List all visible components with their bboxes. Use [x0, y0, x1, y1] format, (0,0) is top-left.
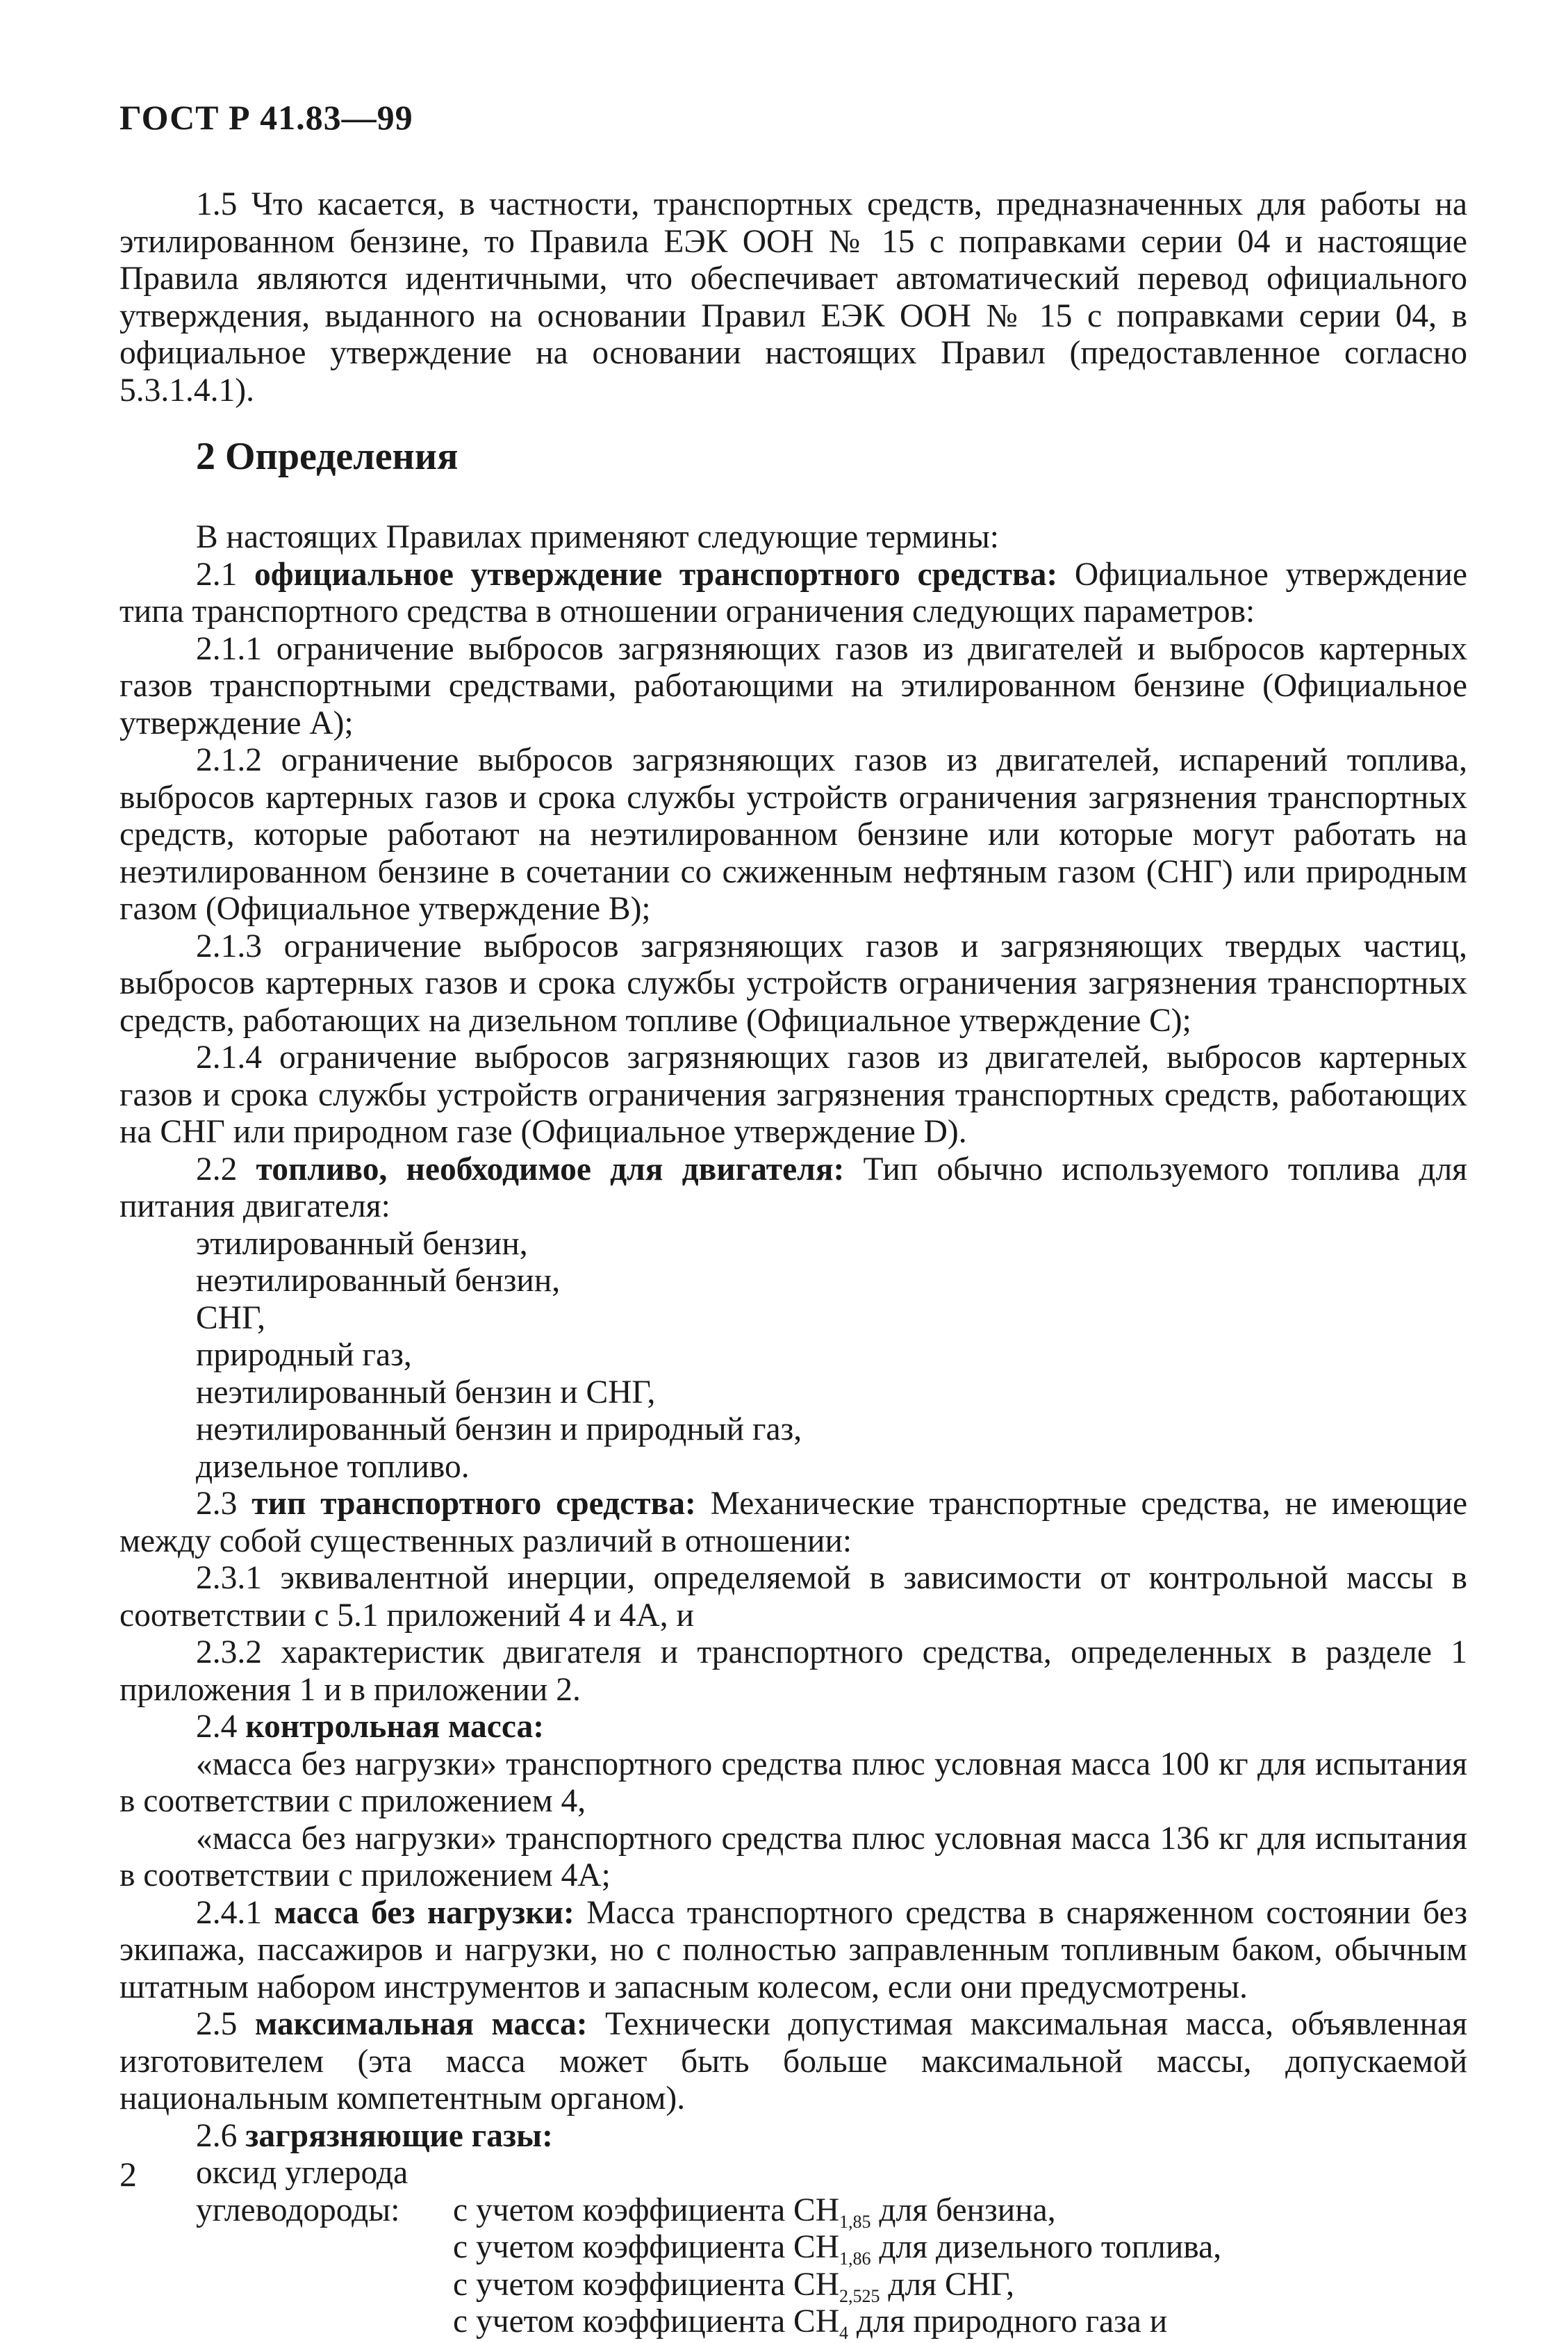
list-item: неэтилированный бензин и природный газ,: [196, 1411, 802, 1447]
paragraph-2-3-2: 2.3.2 характеристик двигателя и транспортного средства, определенных в разделе 1 приложения 1 и в приложении 2.: [119, 1634, 1467, 1708]
paragraph-2-4: [119, 1709, 1467, 1746]
paragraph-2-1-1: 2.1.1 ограничение выбросов загрязняющих газов из двигателей и выбросов картерных газов транспортными средствами, работающими на этилированном бензине (Официальное утверждение А);: [119, 630, 1467, 741]
paragraph-2-4-b: «масса без нагрузки» транспортного средства плюс условная масса 136 кг для испытания в соответствии с приложением 4А;: [119, 1820, 1467, 1893]
document-header-code: ГОСТ Р 41.83—99: [119, 98, 413, 137]
fuel-list: [119, 1226, 1467, 1486]
coefficient-text: с учетом коэффициента $CH_{2,525}$ для СНГ,: [453, 2266, 1014, 2306]
list-item: дизельное топливо.: [196, 1448, 470, 1485]
definition: Официальное утверждение типа транспортного средства в отношении ограничения следующих параметров:: [119, 556, 1468, 630]
paragraph-2-3-1: 2.3.1 эквивалентной инерции, определяемой в зависимости от контрольной массы в соответствии с 5.1 приложений 4 и 4А, и: [119, 1560, 1467, 1634]
paragraph-2-6: [119, 2118, 1467, 2155]
list-item: неэтилированный бензин и СНГ,: [196, 1374, 656, 1411]
paragraph-2-1-3: 2.1.3 ограничение выбросов загрязняющих газов и загрязняющих твердых частиц, выбросов картерных газов и срока службы устройств ограничения загрязнения транспортных средств, работающих на дизельном топливе (Официальное утверждение С);: [119, 928, 1467, 1039]
list-item: СНГ,: [196, 1299, 265, 1336]
pollutant-row: [119, 2229, 1467, 2267]
clause-number: 2.3: [196, 1486, 238, 1522]
clause-number: 2.2: [196, 1151, 238, 1187]
pollutant-co: оксид углерода: [196, 2155, 408, 2191]
paragraph-2-2: [119, 1151, 1467, 1226]
paragraph-2-1-4: 2.1.4 ограничение выбросов загрязняющих газов из двигателей, выбросов картерных газов и срока службы устройств ограничения загрязнения транспортных средств, работающих на СНГ или природном газе (Официальное утверждение D).: [119, 1039, 1467, 1150]
pollutant-row: [119, 2192, 1467, 2230]
pollutant-row: [119, 2267, 1467, 2304]
paragraph-2-1-2: 2.1.2 ограничение выбросов загрязняющих газов из двигателей, испарений топлива, выбросов картерных газов и срока службы устройств ограничения загрязнения транспортных средств, которые работают на неэтилированном бензине или которые могут работать на неэтилированном бензине в сочетании со сжиженным нефтяным газом (СНГ) или природным газом (Официальное утверждение В);: [119, 742, 1467, 927]
pollutant-row: [119, 2303, 1467, 2341]
paragraph-2-4-1: [119, 1895, 1467, 2007]
definition: Технически допустимая максимальная масса, объявленная изготовителем (эта масса может быть больше максимальной массы, допускаемой национальным компетентным органом).: [119, 2006, 1468, 2116]
clause-number: 2.5: [196, 2006, 238, 2042]
definition: Масса транспортного средства в снаряженном состоянии без экипажа, пассажиров и нагрузки, но с полностью заправленным топливным баком, обычным штатным набором инструментов и запасным колесом, если они предусмотрены.: [119, 1894, 1467, 2005]
term: максимальная масса:: [254, 2006, 588, 2042]
list-item: природный газ,: [196, 1337, 412, 1373]
paragraph-2-3: [119, 1486, 1467, 1560]
term: загрязняющие газы:: [245, 2117, 553, 2154]
term: топливо, необходимое для двигателя:: [256, 1151, 845, 1187]
paragraph-2-4-a: «масса без нагрузки» транспортного средства плюс условная масса 100 кг для испытания в соответствии с приложением 4,: [119, 1745, 1467, 1819]
term: официальное утверждение транспортного средства:: [254, 556, 1058, 593]
paragraph-2-1: [119, 557, 1467, 631]
clause-number: 2.4.1: [196, 1894, 262, 1931]
pollutant-row: [119, 2155, 1467, 2192]
section-intro: В настоящих Правилах применяют следующие термины:: [196, 519, 999, 555]
term: масса без нагрузки:: [274, 1894, 575, 1931]
pollutant-hc-label: углеводороды:: [196, 2192, 400, 2228]
term: тип транспортного средства:: [251, 1486, 696, 1522]
definition: Механические транспортные средства, не имеющие между собой существенных различий в отношении:: [119, 1486, 1468, 1559]
document-body: [119, 186, 1467, 2341]
section-heading: 2 Определения: [196, 435, 459, 478]
paragraph-1-5: 1.5 Что касается, в частности, транспортных средств, предназначенных для работы на этилированном бензине, то Правила ЕЭК ООН № 15 с поправками серии 04 и настоящие Правила являются идентичными, что обеспечивает автоматический перевод официального утверждения, выданного на основании Правил ЕЭК ООН № 15 с поправками серии 04, в официальное утверждение на основании настоящих Правил (предоставленное согласно 5.3.1.4.1).: [119, 186, 1467, 409]
coefficient-text: с учетом коэффициента $CH_{1,85}$ для бензина,: [453, 2192, 1056, 2232]
pollutants-list: [119, 2155, 1467, 2341]
list-item: этилированный бензин,: [196, 1225, 528, 1262]
clause-number: 2.1: [196, 556, 238, 593]
clause-number: 2.6: [196, 2117, 238, 2154]
paragraph-2-5: [119, 2006, 1467, 2118]
clause-number: 2.4: [196, 1709, 238, 1745]
coefficient-text: с учетом коэффициента $CH_{1,86}$ для дизельного топлива,: [453, 2229, 1222, 2269]
page-number: 2: [119, 2155, 137, 2194]
coefficient-text: с учетом коэффициента $CH_4$ для природного газа и: [453, 2303, 1168, 2343]
term: контрольная масса:: [245, 1709, 545, 1745]
list-item: неэтилированный бензин,: [196, 1263, 561, 1299]
definition: Тип обычно используемого топлива для питания двигателя:: [119, 1151, 1468, 1224]
